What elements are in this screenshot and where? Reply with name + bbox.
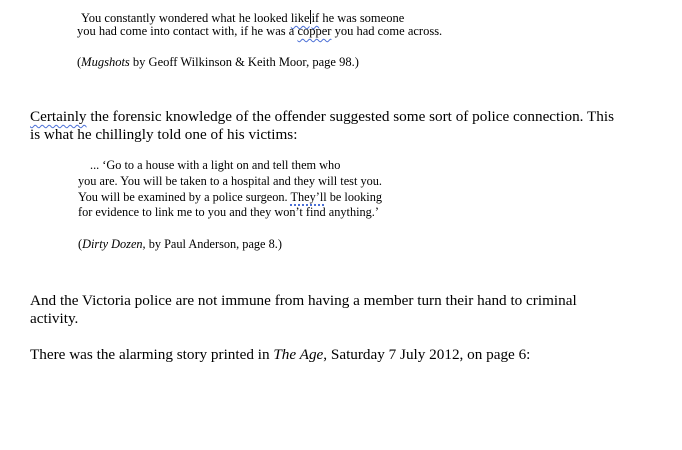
- quote-line: for evidence to link me to you and they won’t find anything.’: [78, 205, 379, 219]
- quote-citation: (Mugshots by Geoff Wilkinson & Keith Moor, page 98.): [77, 55, 359, 69]
- quote-line: You will be examined by a police surgeon. They’ll be looking: [78, 190, 382, 204]
- paragraph-line: There was the alarming story printed in The Age, Saturday 7 July 2012, on page 6:: [30, 346, 531, 363]
- spellcheck-flagged-word[interactable]: Certainly: [30, 108, 87, 125]
- paragraph-line: is what he chillingly told one of his victims:: [30, 126, 298, 143]
- paragraph-line: And the Victoria police are not immune from having a member turn their hand to criminal: [30, 292, 577, 309]
- spellcheck-flagged-word[interactable]: copper: [297, 24, 332, 38]
- spellcheck-flagged-word[interactable]: if: [311, 11, 320, 25]
- quote-line: you had come into contact with, if he was a copper you had come across.: [77, 24, 443, 38]
- paragraph-line: Certainly the forensic knowledge of the offender suggested some sort of police connection. This: [30, 108, 614, 125]
- quote-line: you are. You will be taken to a hospital and they will test you.: [78, 174, 382, 188]
- paragraph-line: activity.: [30, 310, 79, 327]
- quote-line: You constantly wondered what he looked like if he was someone: [81, 11, 405, 25]
- book-title: Mugshots: [81, 55, 130, 69]
- book-title: Dirty Dozen,: [82, 237, 146, 251]
- grammar-flagged-word[interactable]: They’ll: [290, 190, 327, 204]
- spellcheck-flagged-word[interactable]: like: [290, 11, 310, 25]
- newspaper-title: The Age: [273, 346, 324, 363]
- quote-citation: (Dirty Dozen, by Paul Anderson, page 8.): [78, 237, 282, 251]
- quote-line: ... ‘Go to a house with a light on and tell them who: [90, 158, 341, 172]
